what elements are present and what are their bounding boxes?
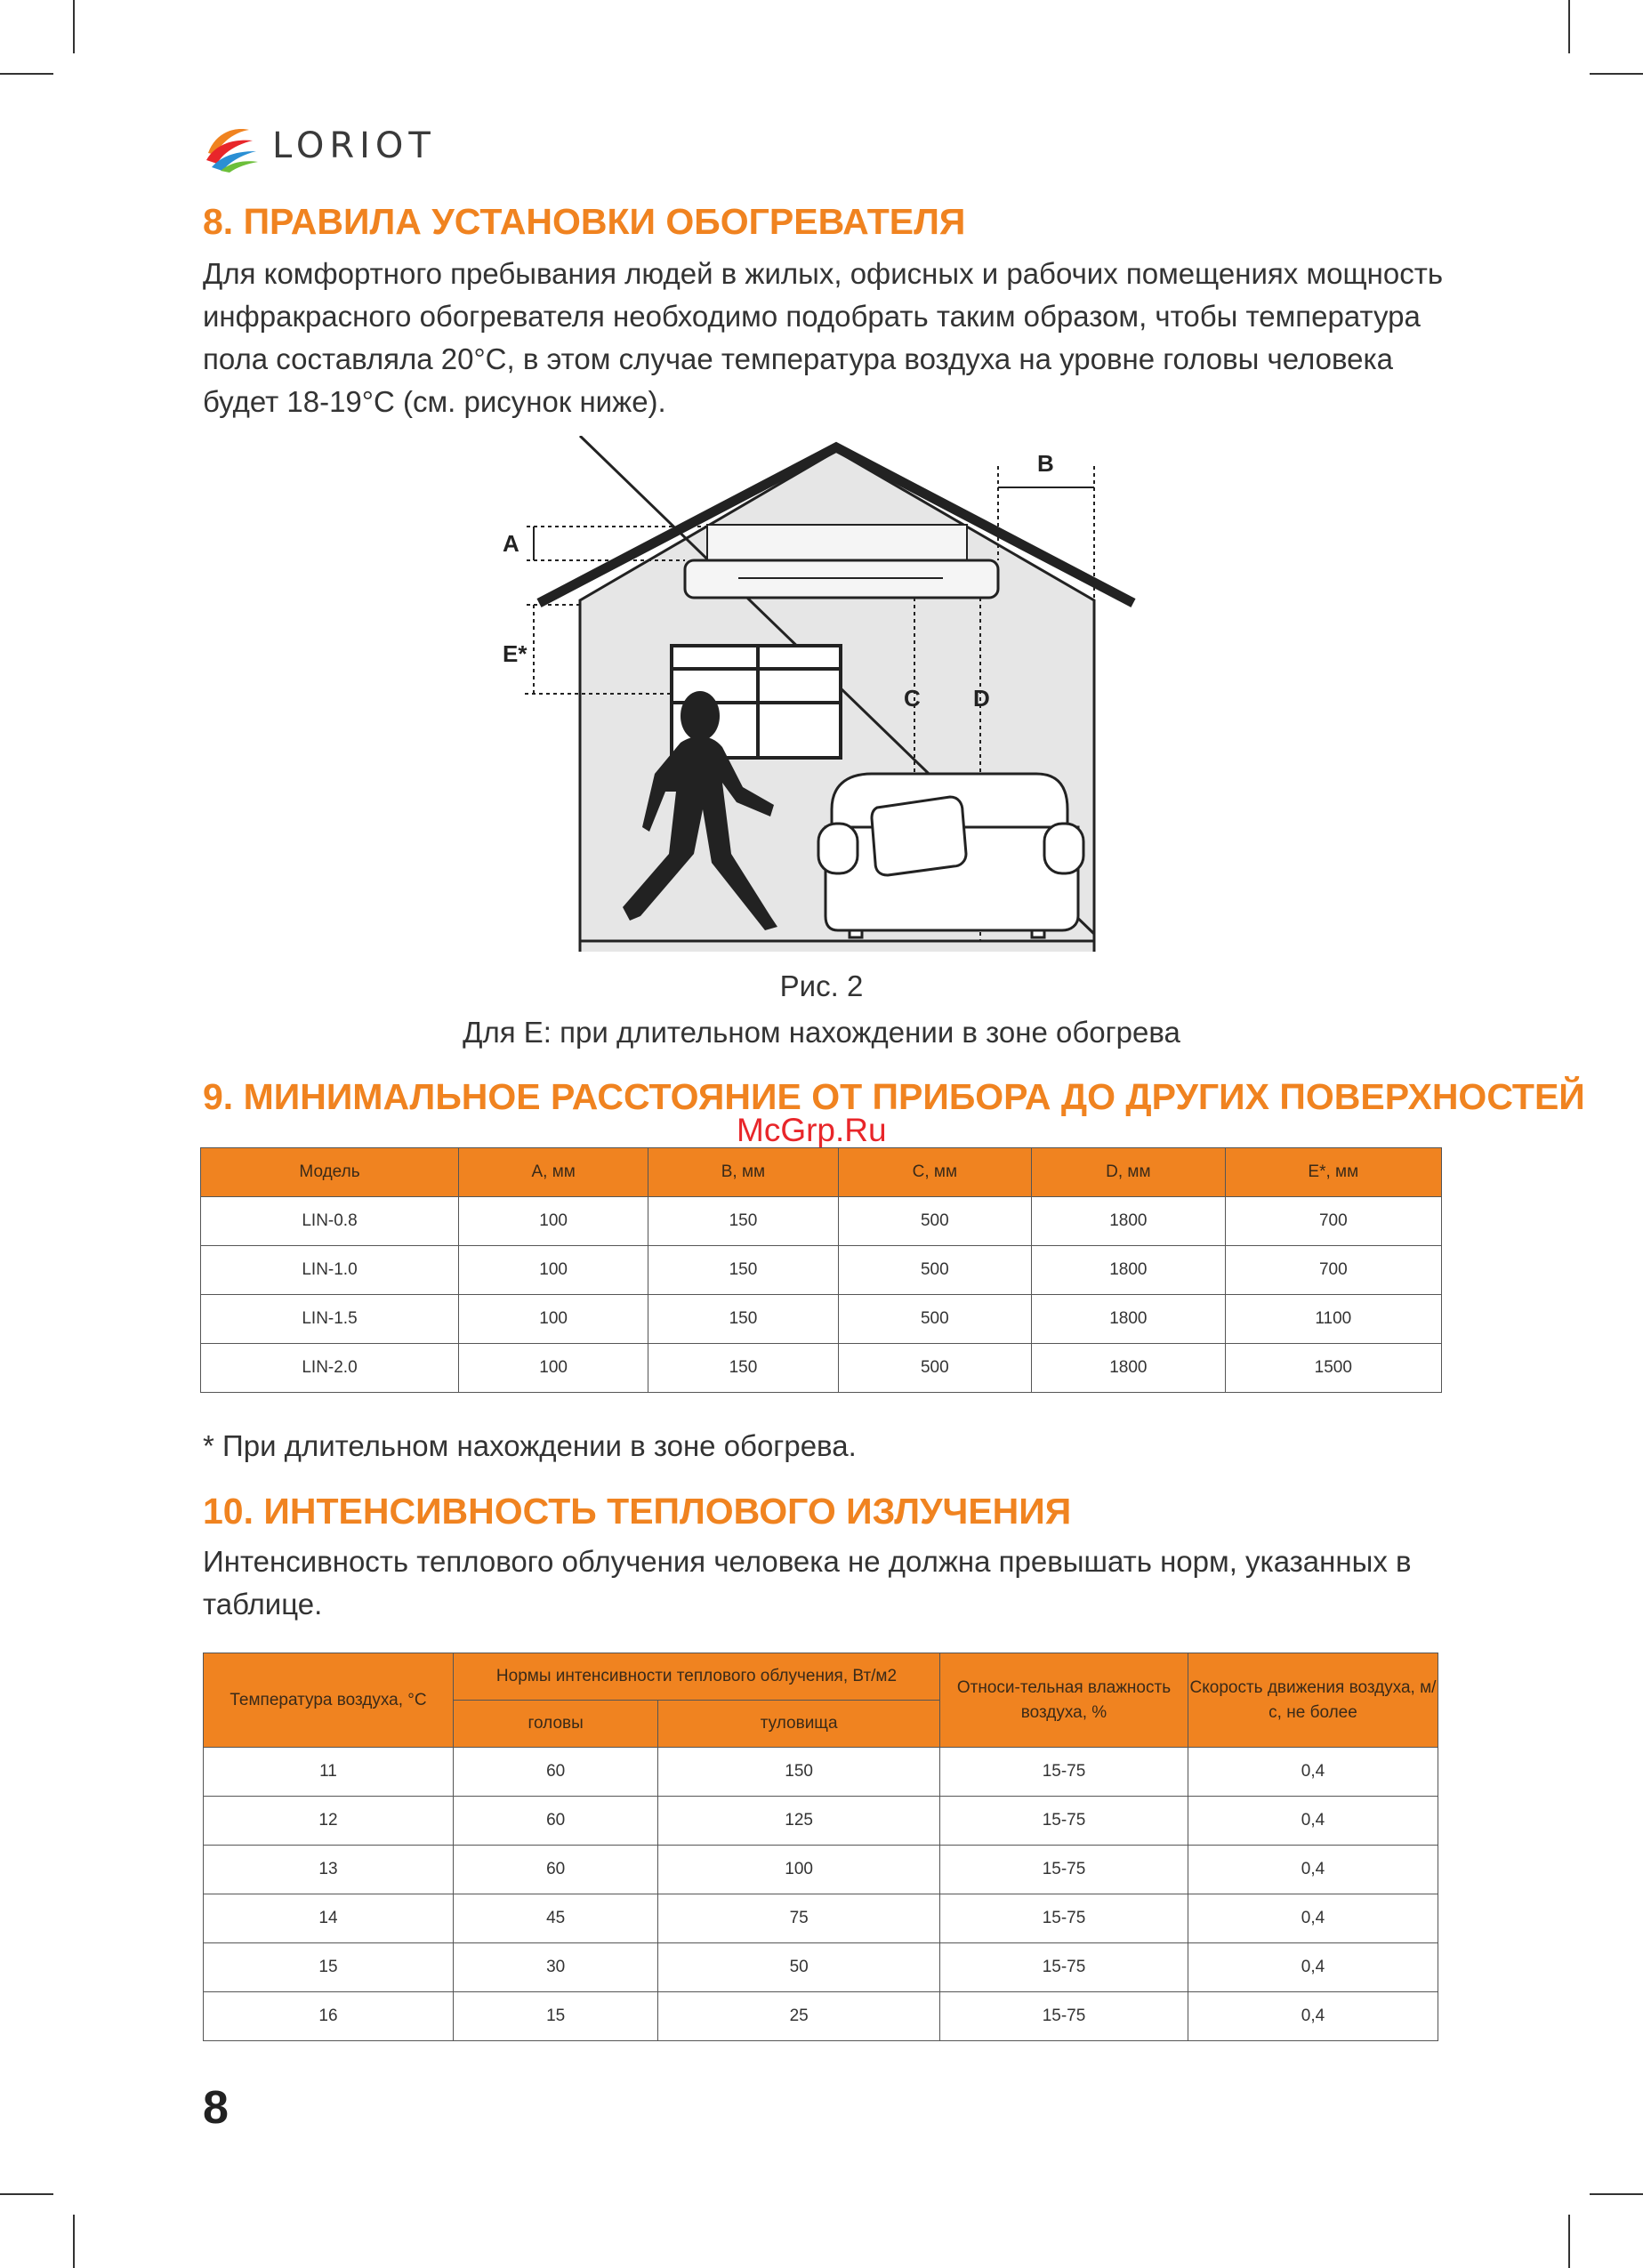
table-row bbox=[201, 1197, 1442, 1246]
table-cell: 15-75 bbox=[940, 1943, 1188, 1992]
table-cell: 700 bbox=[1225, 1246, 1441, 1295]
label-a: A bbox=[503, 530, 519, 557]
brand-logo bbox=[203, 117, 436, 174]
watermark: McGrp.Ru bbox=[737, 1112, 887, 1148]
table-cell: 100 bbox=[459, 1246, 648, 1295]
table-cell: 1800 bbox=[1032, 1246, 1226, 1295]
paragraph-line: инфракрасного обогревателя необходимо подобрать таким образом, чтобы температура bbox=[203, 300, 1421, 333]
table-cell: 100 bbox=[459, 1344, 648, 1393]
table-cell: 60 bbox=[454, 1748, 658, 1797]
table-header-row bbox=[201, 1148, 1442, 1197]
table-cell: 100 bbox=[658, 1846, 940, 1894]
crop-mark bbox=[1568, 0, 1570, 53]
table-cell: 1800 bbox=[1032, 1344, 1226, 1393]
label-c: C bbox=[904, 685, 921, 712]
crop-mark bbox=[0, 73, 53, 75]
paragraph-line: будет 18-19°С (см. рисунок ниже). bbox=[203, 385, 666, 418]
table-header-row bbox=[204, 1653, 1438, 1701]
column-header: D, мм bbox=[1032, 1148, 1226, 1197]
table-cell: 0,4 bbox=[1188, 1992, 1438, 2041]
table-row bbox=[204, 1992, 1438, 2041]
table-cell: 1800 bbox=[1032, 1295, 1226, 1344]
column-header: Температура воздуха, °С bbox=[204, 1653, 454, 1748]
table-cell: 15-75 bbox=[940, 1748, 1188, 1797]
table-cell: 150 bbox=[648, 1246, 838, 1295]
page-number: 8 bbox=[203, 2082, 229, 2134]
section-9-title: 9. МИНИМАЛЬНОЕ РАССТОЯНИЕ ОТ ПРИБОРА ДО ДРУГИХ ПОВЕРХНОСТЕЙ bbox=[203, 1076, 1585, 1117]
table-cell: 150 bbox=[648, 1295, 838, 1344]
table-cell: 60 bbox=[454, 1797, 658, 1846]
table-row bbox=[204, 1797, 1438, 1846]
column-header: туловища bbox=[658, 1701, 940, 1748]
section-10-paragraph bbox=[203, 1540, 1412, 1626]
heater-mount bbox=[707, 525, 967, 560]
section-9-footnote: * При длительном нахождении в зоне обогрева. bbox=[203, 1429, 857, 1462]
table-row bbox=[204, 1748, 1438, 1797]
column-header: головы bbox=[454, 1701, 658, 1748]
brand-name: LORIOT bbox=[272, 125, 436, 166]
table-cell: 30 bbox=[454, 1943, 658, 1992]
table-row bbox=[201, 1246, 1442, 1295]
column-header: Модель bbox=[201, 1148, 459, 1197]
table-cell: 0,4 bbox=[1188, 1846, 1438, 1894]
distance-table bbox=[200, 1147, 1442, 1393]
table-cell: 500 bbox=[838, 1197, 1032, 1246]
label-d: D bbox=[973, 685, 990, 712]
table-cell: 500 bbox=[838, 1295, 1032, 1344]
swirl-logo-icon bbox=[203, 117, 260, 174]
installation-diagram bbox=[0, 436, 1643, 952]
crop-mark bbox=[1590, 73, 1643, 75]
table-row bbox=[204, 1943, 1438, 1992]
paragraph-line: Для комфортного пребывания людей в жилых, офисных и рабочих помещениях мощность bbox=[203, 257, 1444, 290]
table-cell: 15 bbox=[454, 1992, 658, 2041]
table-cell: 14 bbox=[204, 1894, 454, 1943]
column-header: В, мм bbox=[648, 1148, 838, 1197]
table-row bbox=[201, 1295, 1442, 1344]
table-cell: 1800 bbox=[1032, 1197, 1226, 1246]
table-cell: 0,4 bbox=[1188, 1748, 1438, 1797]
crop-mark bbox=[73, 2215, 75, 2268]
table-cell: LIN-2.0 bbox=[201, 1344, 459, 1393]
table-row bbox=[201, 1344, 1442, 1393]
table-cell: 150 bbox=[658, 1748, 940, 1797]
radiation-table bbox=[203, 1653, 1438, 2041]
section-8-title: 8. ПРАВИЛА УСТАНОВКИ ОБОГРЕВАТЕЛЯ bbox=[203, 201, 966, 242]
table-cell: 45 bbox=[454, 1894, 658, 1943]
crop-mark bbox=[0, 2193, 53, 2195]
section-10-title: 10. ИНТЕНСИВНОСТЬ ТЕПЛОВОГО ИЗЛУЧЕНИЯ bbox=[203, 1491, 1072, 1532]
column-header: Е*, мм bbox=[1225, 1148, 1441, 1197]
table-cell: 500 bbox=[838, 1344, 1032, 1393]
table-cell: 15-75 bbox=[940, 1797, 1188, 1846]
table-cell: 16 bbox=[204, 1992, 454, 2041]
label-b: B bbox=[1037, 450, 1054, 477]
table-row bbox=[204, 1894, 1438, 1943]
table-cell: 15-75 bbox=[940, 1846, 1188, 1894]
table-cell: 100 bbox=[459, 1295, 648, 1344]
table-cell: 60 bbox=[454, 1846, 658, 1894]
column-header: Скорость движения воздуха, м/с, не более bbox=[1188, 1653, 1438, 1748]
table-cell: 150 bbox=[648, 1344, 838, 1393]
table-cell: 150 bbox=[648, 1197, 838, 1246]
table-cell: 0,4 bbox=[1188, 1797, 1438, 1846]
paragraph-line: таблице. bbox=[203, 1588, 323, 1621]
column-header: А, мм bbox=[459, 1148, 648, 1197]
table-cell: 0,4 bbox=[1188, 1894, 1438, 1943]
figure-note: Для Е: при длительном нахождении в зоне обогрева bbox=[463, 1016, 1180, 1049]
table-cell: LIN-1.0 bbox=[201, 1246, 459, 1295]
crop-mark bbox=[1568, 2215, 1570, 2268]
figure-caption: Рис. 2 bbox=[779, 969, 864, 1002]
table-cell: 75 bbox=[658, 1894, 940, 1943]
table-cell: 13 bbox=[204, 1846, 454, 1894]
crop-mark bbox=[73, 0, 75, 53]
column-header: Нормы интенсивности теплового облучения, Вт/м2 bbox=[454, 1653, 940, 1701]
table-cell: 50 bbox=[658, 1943, 940, 1992]
table-cell: 15 bbox=[204, 1943, 454, 1992]
table-cell: 700 bbox=[1225, 1197, 1441, 1246]
paragraph-line: пола составляла 20°С, в этом случае температура воздуха на уровне головы человека bbox=[203, 342, 1394, 375]
crop-mark bbox=[1590, 2193, 1643, 2195]
table-cell: 1500 bbox=[1225, 1344, 1441, 1393]
table-row bbox=[204, 1846, 1438, 1894]
paragraph-line: Интенсивность теплового облучения человека не должна превышать норм, указанных в bbox=[203, 1545, 1412, 1578]
table-cell: LIN-1.5 bbox=[201, 1295, 459, 1344]
table-cell: 125 bbox=[658, 1797, 940, 1846]
table-cell: 100 bbox=[459, 1197, 648, 1246]
column-header: С, мм bbox=[838, 1148, 1032, 1197]
column-header: Относи-тельная влажность воздуха, % bbox=[940, 1653, 1188, 1748]
table-cell: 12 bbox=[204, 1797, 454, 1846]
table-cell: 25 bbox=[658, 1992, 940, 2041]
table-cell: 11 bbox=[204, 1748, 454, 1797]
table-cell: 0,4 bbox=[1188, 1943, 1438, 1992]
label-e: E* bbox=[503, 640, 528, 667]
table-cell: 15-75 bbox=[940, 1894, 1188, 1943]
sofa bbox=[818, 774, 1083, 937]
table-cell: 15-75 bbox=[940, 1992, 1188, 2041]
table-cell: LIN-0.8 bbox=[201, 1197, 459, 1246]
table-cell: 500 bbox=[838, 1246, 1032, 1295]
section-8-paragraph bbox=[203, 253, 1443, 423]
table-cell: 1100 bbox=[1225, 1295, 1441, 1344]
